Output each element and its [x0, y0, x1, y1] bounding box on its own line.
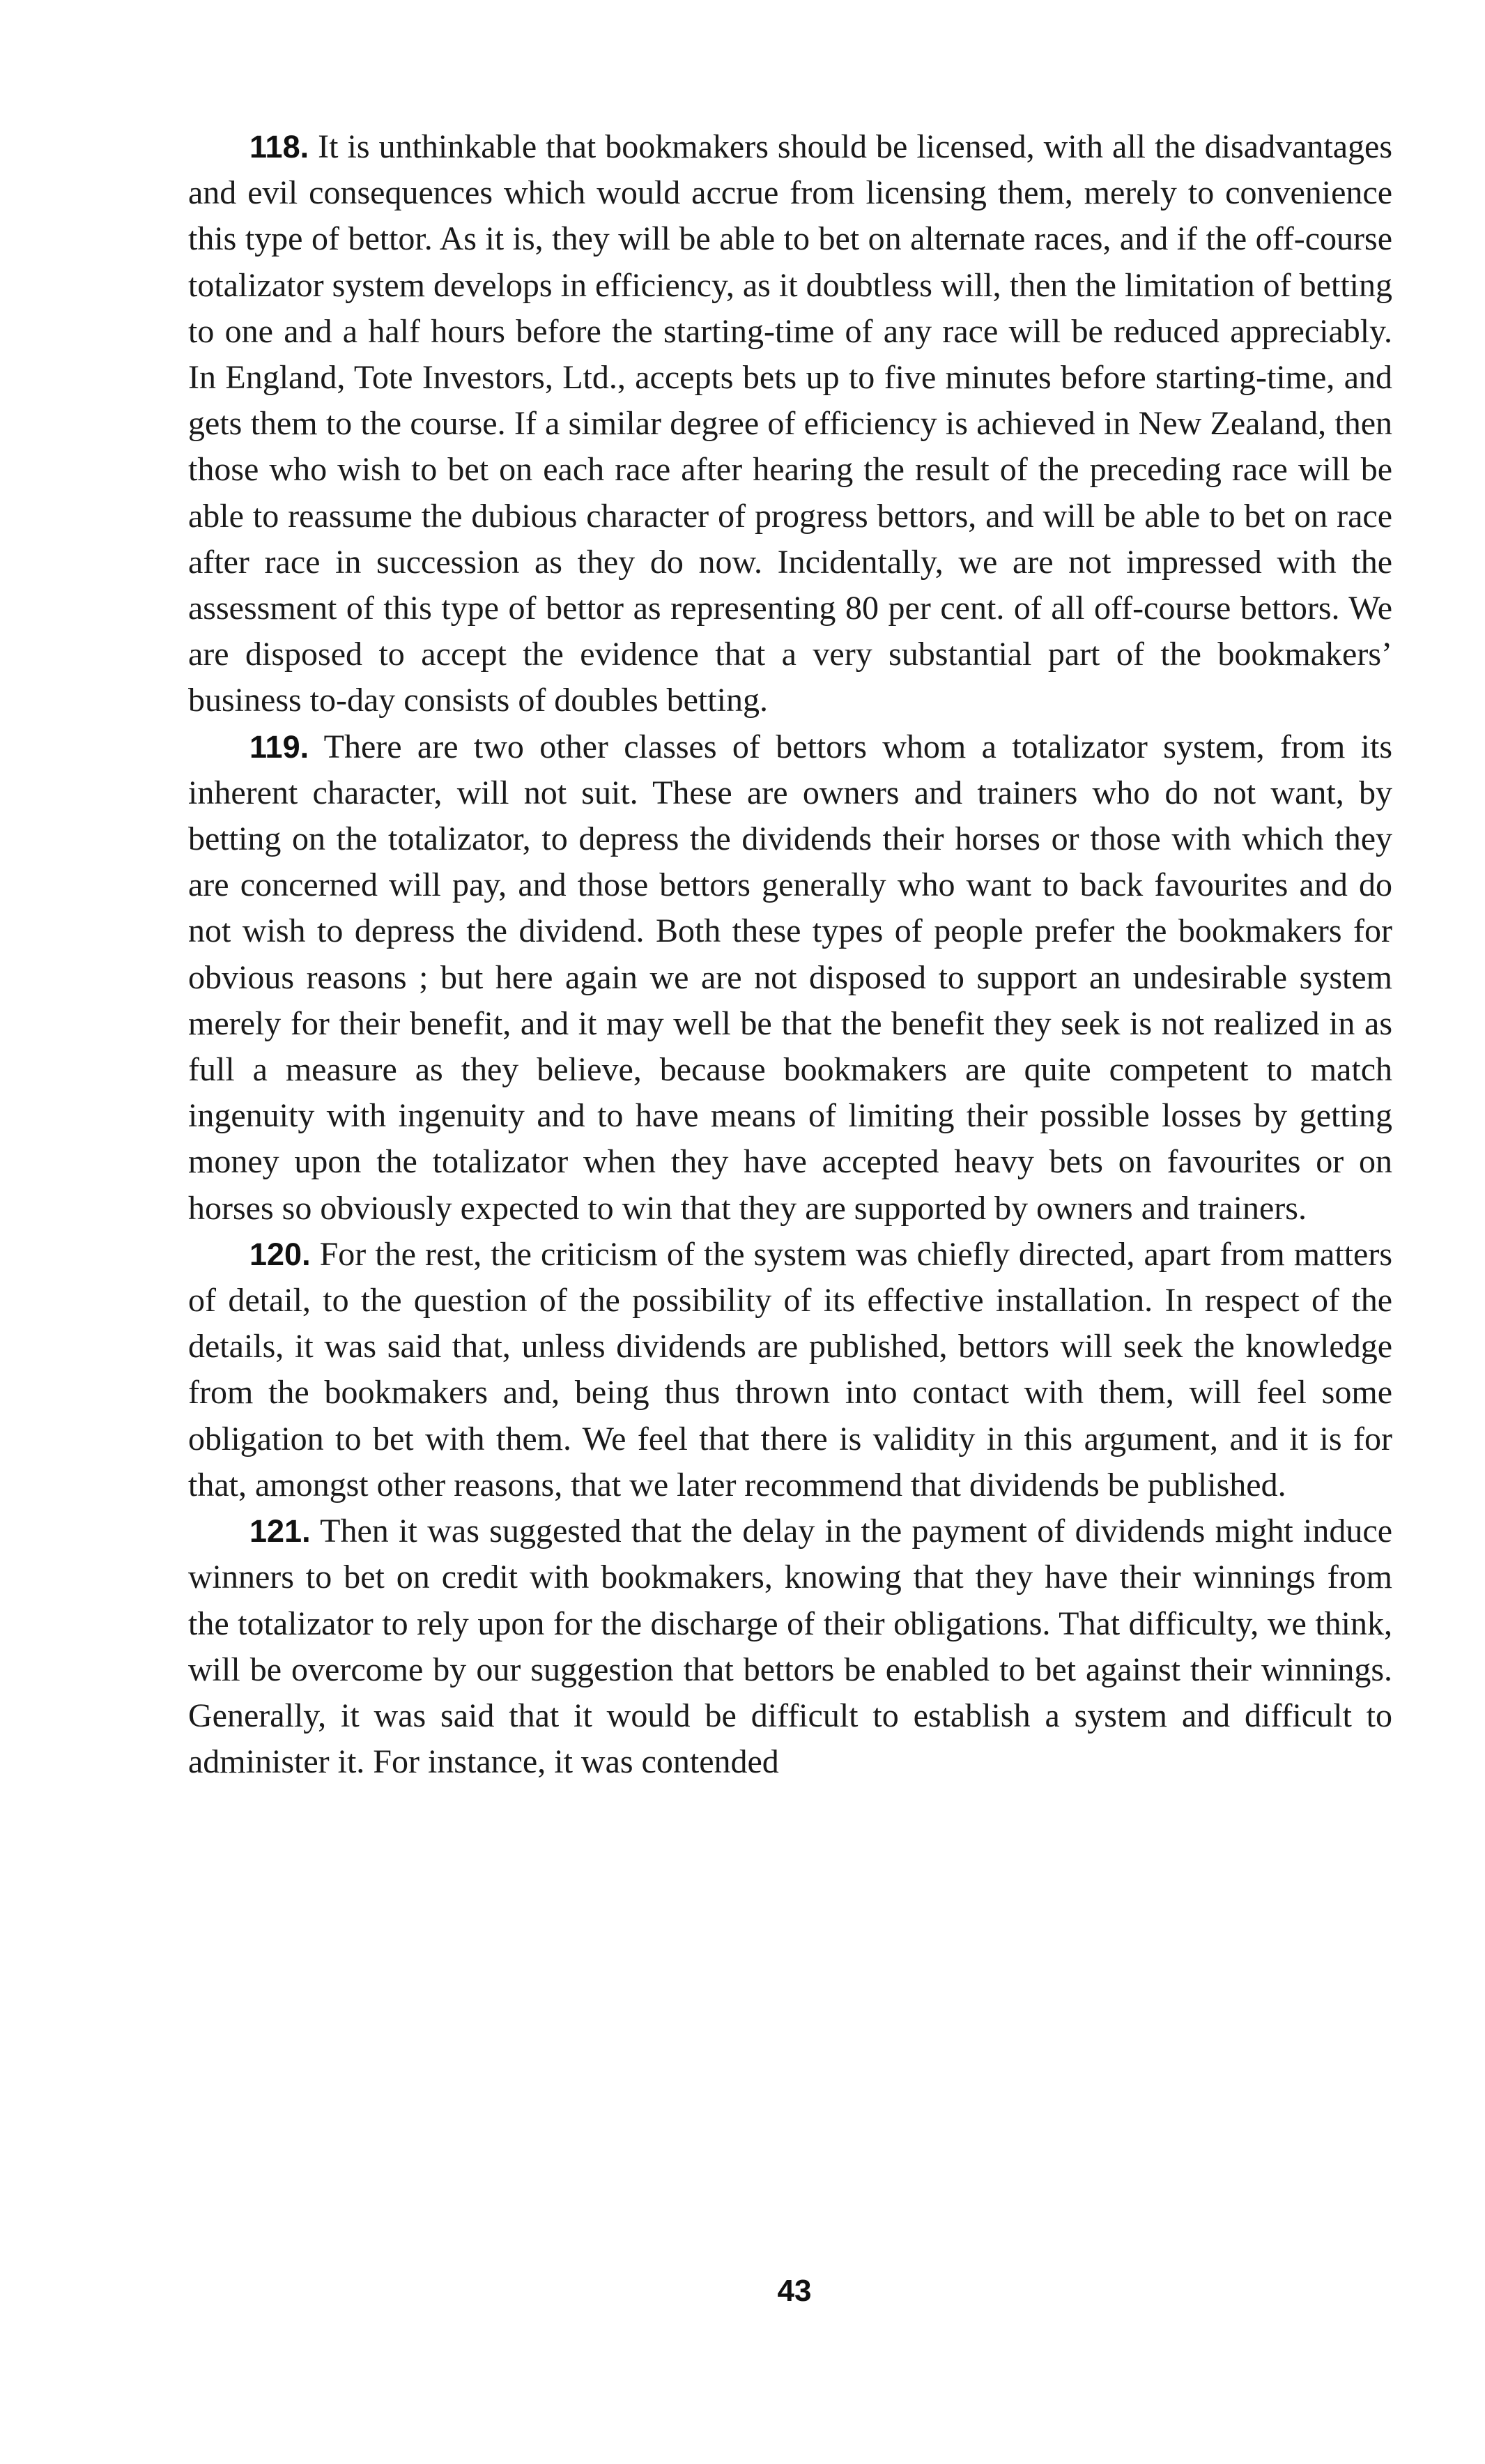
paragraph-number: 120.	[249, 1236, 311, 1272]
paragraph-121	[188, 1508, 1392, 1785]
paragraph-text: There are two other classes of bettors whom a totalizator system, from its inherent character, will not suit. These are owners and trainers who do not want, by betting on the totalizator, to depress the dividends their horses or those with which they are concerned will pay, and those bettors generally who want to back favourites and do not wish to depress the dividend. Both these types of people prefer the bookmakers for obvious reasons ; but here again we are not disposed to support an undesirable system merely for their benefit, and it may well be that the benefit they seek is not realized in as full a measure as they believe, because bookmakers are quite competent to match ingenuity with ingenuity and to have means of limiting their possible losses by getting money upon the totalizator when they have accepted heavy bets on favourites or on horses so obviously expected to win that they are supported by owners and trainers.	[188, 728, 1393, 1227]
paragraph-number: 121.	[249, 1513, 311, 1549]
paragraph-number: 118.	[249, 129, 309, 164]
page-number: 43	[777, 2274, 812, 2308]
paragraph-120	[188, 1232, 1392, 1508]
paragraph-119	[188, 724, 1392, 1232]
paragraph-text: For the rest, the criticism of the system was chiefly directed, apart from matters of detail, to the question of the possibility of its effective installation. In respect of the details, it was said that, unless dividends are published, bettors will seek the knowledge from the bookmakers and, being thus thrown into contact with them, will feel some obligation to bet with them. We feel that there is validity in this argument, and it is for that, amongst other reasons, that we later recommend that dividends be published.	[188, 1235, 1392, 1503]
paragraph-number: 119.	[249, 728, 309, 765]
body-text	[188, 124, 1392, 1785]
paragraph-118	[188, 124, 1392, 724]
paragraph-text: Then it was suggested that the delay in the payment of dividends might induce winners to bet on credit with bookmakers, knowing that they have their winnings from the totalizator to rely upon for the discharge of their obligations. That difficulty, we think, will be overcome by our suggestion that bettors be enabled to bet against their winnings. Generally, it was said that it would be difficult to establish a system and difficult to administer it. For instance, it was contended	[188, 1513, 1392, 1781]
paragraph-text: It is unthinkable that bookmakers should be licensed, with all the disadvantages and evil consequences which would accrue from licensing them, merely to convenience this type of bettor. As it is, they will be able to bet on alternate races, and if the off-course totalizator system develops in efficiency, as it doubtless will, then the limitation of betting to one and a half hours before the starting-time of any race will be reduced appreciably. In England, Tote Investors, Ltd., accepts bets up to five minutes before starting-time, and gets them to the course. If a similar degree of efficiency is achieved in New Zealand, then those who wish to bet on each race after hearing the result of the preceding race will be able to reassume the dubious character of progress bettors, and will be able to bet on race after race in succession as they do now. Incidentally, we are not impressed with the assessment of this type of bettor as representing 80 per cent. of all off-course bettors. We are disposed to accept the evidence that a very substantial part of the bookmakers’ business to-day consists of doubles betting.	[188, 128, 1392, 719]
